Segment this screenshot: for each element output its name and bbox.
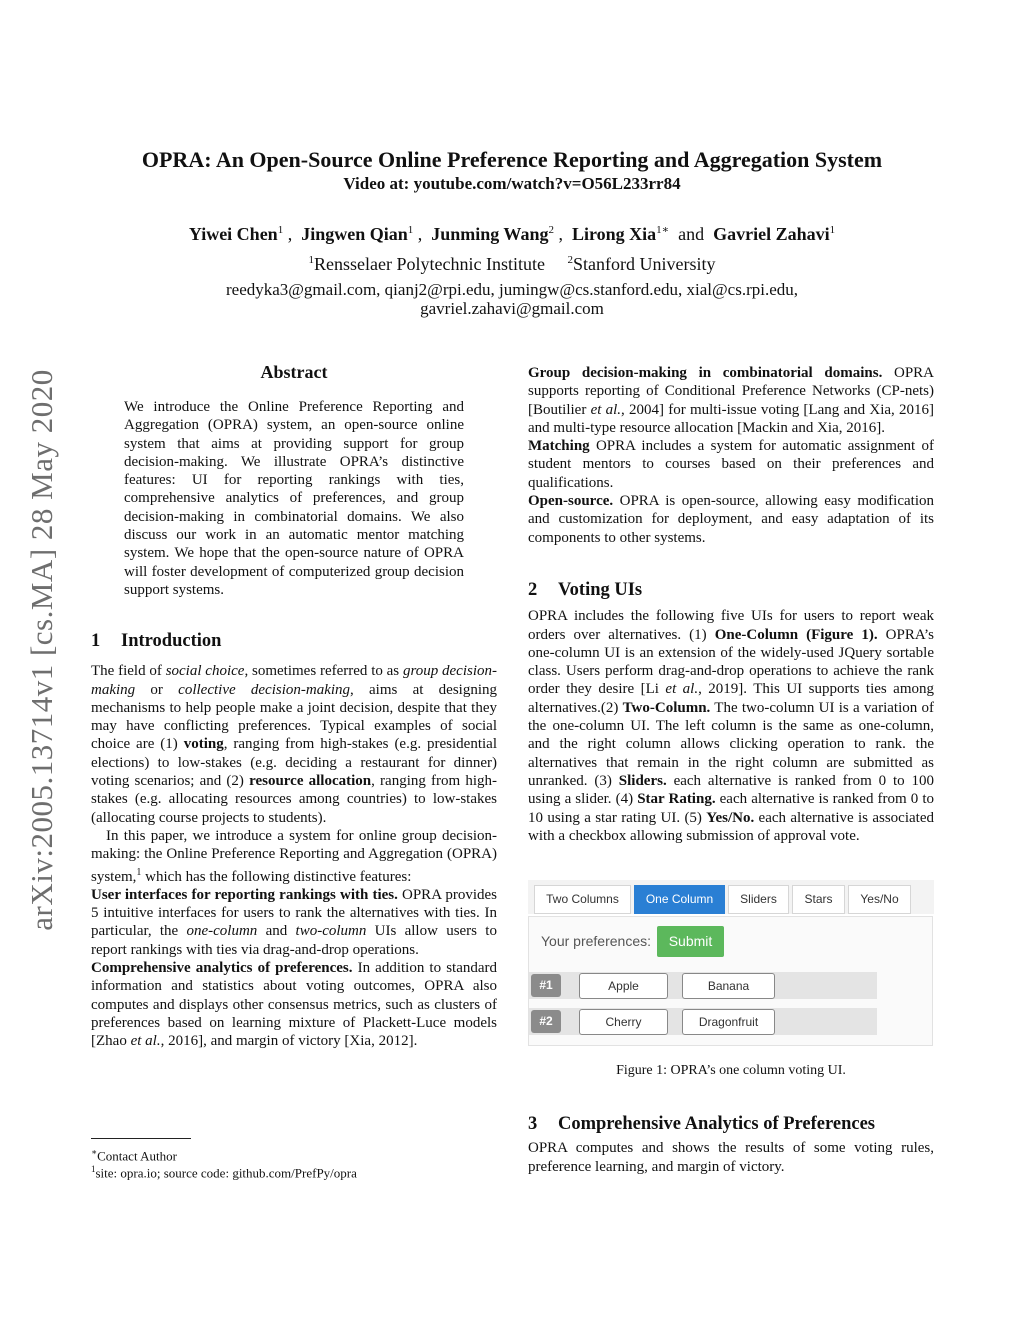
figure-voting-ui	[528, 880, 934, 1048]
analytics-paragraph: OPRA computes and shows the results of some voting rules, preference learning, and margin of victory.	[528, 1140, 934, 1175]
affiliations	[60, 254, 964, 275]
submit-button[interactable]: Submit	[657, 926, 724, 957]
tab-bar	[528, 880, 934, 914]
author-sup: 1	[407, 224, 414, 236]
abstract-text: We introduce the Online Preference Reporting and Aggregation (OPRA) system, an open-source online system that aims at providing support for group decision-making. We illustrate OPRA’s distinctive features: UI for reporting rankings with ties, comprehensive analytics of preferences, and group decision-making in combinatorial domains. We also discuss our work in an automatic mentor matching system. We hope that the open-source nature of OPRA will foster development of computerized group decision support systems.	[124, 399, 464, 598]
preferences-label: Your preferences:	[541, 933, 651, 949]
paper-title: OPRA: An Open-Source Online Preference Reporting and Aggregation System	[141, 147, 883, 172]
tab-stars[interactable]: Stars	[792, 885, 845, 914]
arxiv-id: arXiv:2005.13714v1 [cs.MA] 28 May 2020	[24, 369, 59, 931]
arxiv-sidebar	[18, 340, 66, 960]
intro-paragraph-2: In this paper, we introduce a system for online group decision-making: the Online Preference Reporting and Aggregation (OPRA) system,$^1$ which has the following distinctive features:	[91, 827, 497, 885]
right-features	[528, 364, 934, 547]
voting-paragraph: OPRA includes the following five UIs for users to report weak orders over alternatives. (1) One-Column (Figure 1). OPRA’s one-column UI is an extension of the widely-used JQuery sortable class. Users perform drag-and-drop operations to achieve the rank order they desire [Li et al., 2019]. This UI supports ties among alternatives.(2) Two-Column. The two-column UI is a variation of the one-column UI. The left column is the same as one-column, and the right column allows clicking operation to rank. the alternatives that remain in the right column are submitted as unranked. (3) Sliders. each alternative is ranked from 0 to 100 using a slider. (4) Star Rating. each alternative is ranked from 0 to 10 using a star rating UI. (5) Yes/No. each alternative is associated with a checkbox allowing submission of approval vote.	[528, 608, 934, 844]
affil-sup: 1	[308, 254, 315, 266]
section-title: Introduction	[121, 631, 222, 651]
footnote: ∗Contact Author	[91, 1147, 177, 1164]
author-name: Gavriel Zahavi	[713, 224, 830, 244]
figure-caption: Figure 1: OPRA’s one column voting UI.	[616, 1063, 846, 1078]
section-title: Comprehensive Analytics of Preferences	[558, 1114, 876, 1134]
section-number: 2	[528, 580, 538, 600]
tab-sliders[interactable]: Sliders	[728, 885, 789, 914]
affil-name: Rensselaer Polytechnic Institute	[314, 254, 545, 274]
tab-one-column[interactable]: One Column	[634, 885, 725, 914]
section-heading	[528, 581, 934, 599]
alternative-apple[interactable]: Apple	[579, 973, 668, 999]
section-heading	[91, 632, 497, 650]
author-name: Lirong Xia	[571, 224, 657, 244]
feature-matching: Matching OPRA includes a system for automatic assignment of student mentors to courses based on their preferences and qualifications.	[528, 438, 934, 491]
email-line: reedyka3@gmail.com, qianj2@rpi.edu, jumingw@cs.stanford.edu, xial@cs.rpi.edu,	[225, 280, 798, 299]
email-line: gavriel.zahavi@gmail.com	[420, 299, 604, 318]
alternative-banana[interactable]: Banana	[682, 973, 775, 999]
author-sup: 1	[277, 224, 284, 236]
intro-paragraph-1: The field of social choice, sometimes referred to as group decision-making or collective decision-making, aims at designing mechanisms to help people make a joint decision, despite that they may have conflicting preferences. Typical examples of social choice are (1) voting, ranging from high-stakes (e.g. presidential elections) to low-stakes (e.g. deciding a restaurant for dinner) voting scenarios; and (2) resource allocation, ranging from high-stakes (e.g. allocating resources among countries) to low-stakes (allocating course projects to students).	[91, 663, 498, 826]
alternative-dragonfruit[interactable]: Dragonfruit	[682, 1009, 775, 1035]
rank-row	[529, 972, 877, 999]
author-name: Jingwen Qian	[301, 224, 408, 244]
author-sup: 2	[548, 224, 554, 236]
section-title: Voting UIs	[558, 580, 643, 600]
feature-rankings: User interfaces for reporting rankings with ties. OPRA provides 5 intuitive interfaces for users to rank the alternatives with ties. In particular, the one-column and two-column UIs allow users to report rankings with ties via drag-and-drop operations.	[91, 886, 497, 958]
section-number: 3	[528, 1114, 538, 1134]
analytics-section	[528, 1115, 934, 1176]
and-word: and	[678, 224, 705, 244]
author-name: Junming Wang	[431, 224, 549, 244]
video-link[interactable]: Video at: youtube.com/watch?v=O56L233rr84	[343, 174, 681, 193]
author-sup: 1	[829, 224, 836, 236]
preferences-panel	[528, 916, 933, 1046]
intro-section	[91, 632, 497, 1051]
footnote: $^1$site: opra.io; source code: github.com/PrefPy/opra	[91, 1164, 357, 1181]
affil-sup: 2	[567, 254, 573, 266]
alternative-cherry[interactable]: Cherry	[579, 1009, 668, 1035]
feature-opensource: Open-source. OPRA is open-source, allowing easy modification and customization for deployment, and easy adaptation of its components to other systems.	[528, 493, 934, 546]
author-sup: 1∗	[656, 224, 670, 236]
abstract-heading: Abstract	[260, 362, 328, 382]
tab-two-columns[interactable]: Two Columns	[534, 885, 631, 914]
feature-combinatorial: Group decision-making in combinatorial domains. OPRA supports reporting of Conditional Preference Networks (CP-nets) [Boutilier et al., 2004] for multi-issue voting [Lang and Xia, 2016] and multi-type resource allocation [Mackin and Xia, 2016].	[528, 365, 934, 436]
rank-badge: #2	[531, 1010, 561, 1033]
footnote-rule	[91, 1138, 191, 1139]
email-list	[60, 280, 964, 318]
section-number: 1	[91, 631, 101, 651]
author-list: Yiwei Chen$^1$ , Jingwen Qian$^1$ , Junming Wang$^2$ , Lirong Xia$^{1∗}$ and Gavriel Zahavi$^1$	[188, 224, 836, 244]
rank-row	[529, 1008, 877, 1035]
feature-analytics: Comprehensive analytics of preferences. In addition to standard information and statistics about voting outcomes, OPRA also computes and displays other consensus metrics, such as clusters of preferences based on learning mixture of Plackett-Luce models [Zhao et al., 2016], and margin of victory [Xia, 2012].	[91, 960, 498, 1050]
voting-section	[528, 581, 934, 845]
author-name: Yiwei Chen	[188, 224, 278, 244]
tab-yes-no[interactable]: Yes/No	[848, 885, 911, 914]
section-heading	[528, 1115, 934, 1133]
affil-name: Stanford University	[572, 254, 716, 274]
rank-badge: #1	[531, 974, 561, 997]
